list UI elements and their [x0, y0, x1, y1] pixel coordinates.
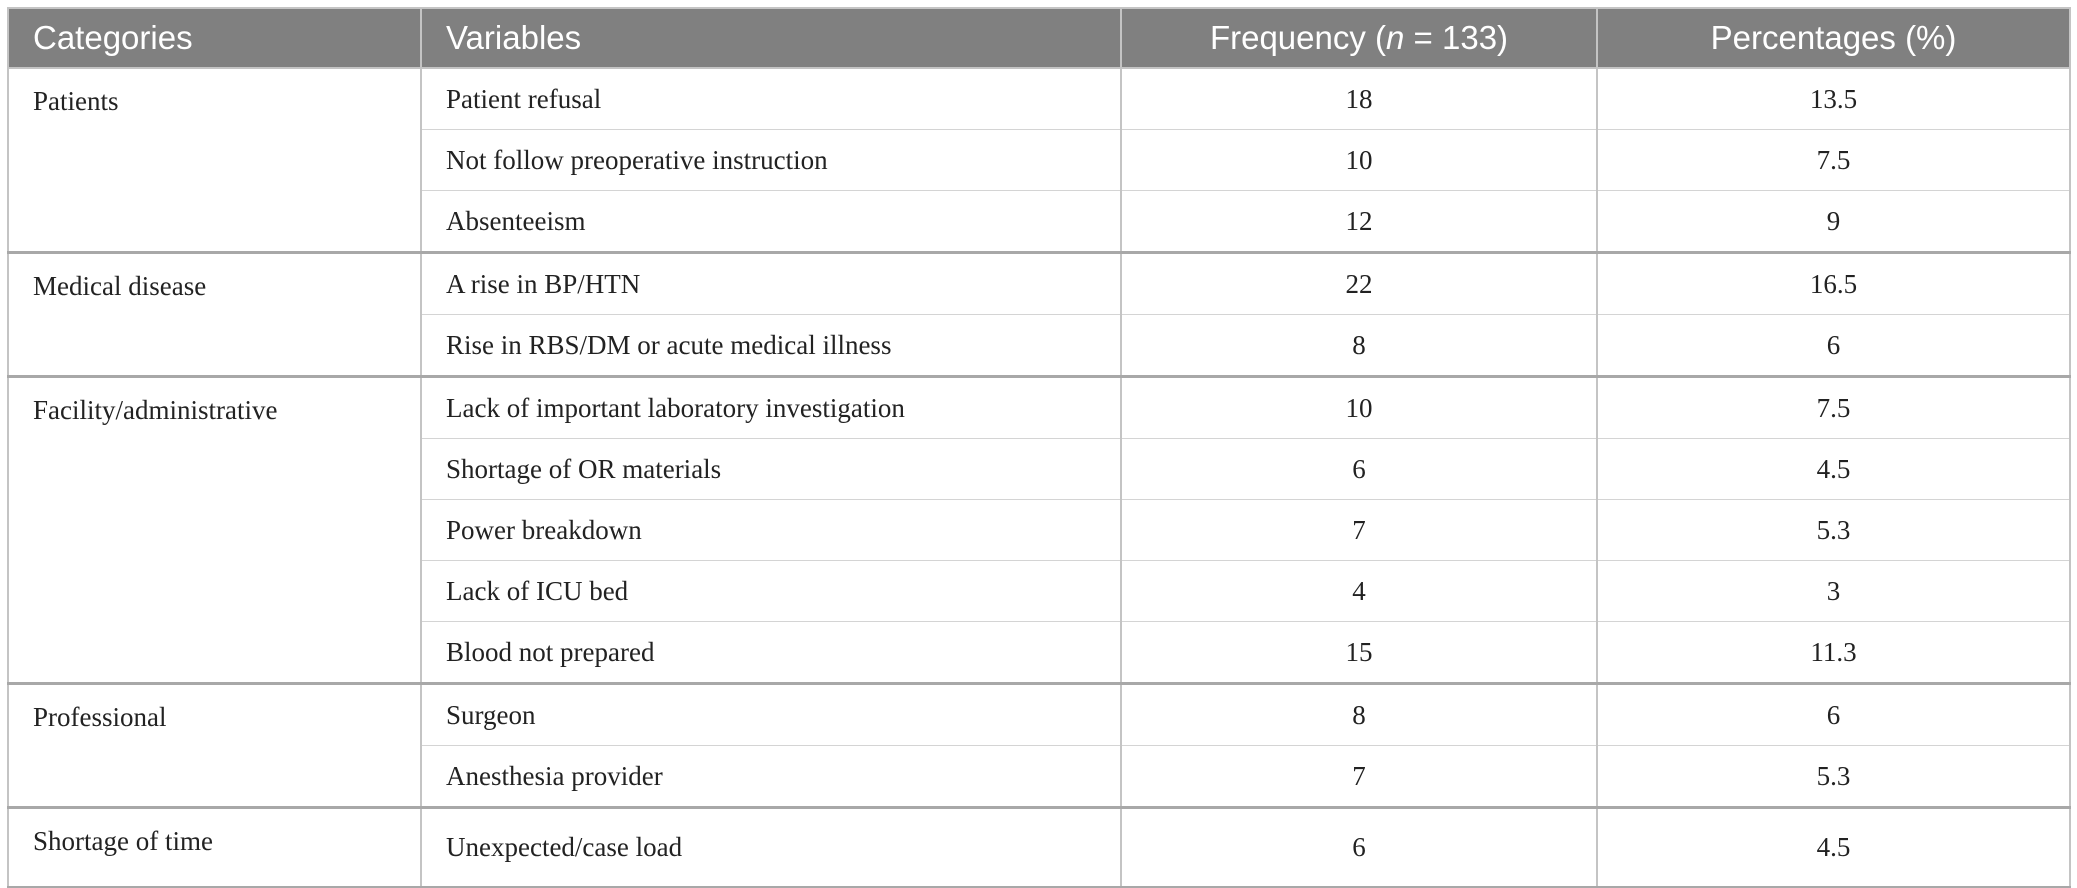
percentage-cell: 7.5	[1597, 377, 2070, 439]
percentage-cell: 5.3	[1597, 500, 2070, 561]
table-row	[8, 808, 2070, 888]
frequency-cell: 10	[1121, 377, 1597, 439]
variable-cell: Blood not prepared	[421, 622, 1121, 684]
variable-cell: Anesthesia provider	[421, 746, 1121, 808]
frequency-cell: 6	[1121, 808, 1597, 888]
percentage-cell: 6	[1597, 315, 2070, 377]
percentage-cell: 3	[1597, 561, 2070, 622]
category-cell: Professional	[8, 684, 421, 808]
percentage-cell: 4.5	[1597, 439, 2070, 500]
frequency-cell: 12	[1121, 191, 1597, 253]
variable-cell: Absenteeism	[421, 191, 1121, 253]
variable-cell: Lack of ICU bed	[421, 561, 1121, 622]
category-cell: Facility/administrative	[8, 377, 421, 684]
percentage-cell: 16.5	[1597, 253, 2070, 315]
frequency-cell: 18	[1121, 68, 1597, 130]
header-frequency	[1121, 8, 1597, 68]
table-header	[8, 8, 2070, 68]
percentage-cell: 6	[1597, 684, 2070, 746]
variable-cell: Unexpected/case load	[421, 808, 1121, 888]
percentage-cell: 4.5	[1597, 808, 2070, 888]
variable-cell: Patient refusal	[421, 68, 1121, 130]
variable-cell: Rise in RBS/DM or acute medical illness	[421, 315, 1121, 377]
header-frequency-n: n	[1386, 19, 1405, 56]
header-frequency-suffix: = 133)	[1404, 19, 1509, 56]
variable-cell: A rise in BP/HTN	[421, 253, 1121, 315]
table-body	[8, 68, 2070, 887]
frequency-cell: 7	[1121, 746, 1597, 808]
header-percentages: Percentages (%)	[1597, 8, 2070, 68]
percentage-cell: 13.5	[1597, 68, 2070, 130]
percentage-cell: 7.5	[1597, 130, 2070, 191]
frequency-cell: 8	[1121, 315, 1597, 377]
category-cell: Medical disease	[8, 253, 421, 377]
table-row	[8, 68, 2070, 130]
frequency-cell: 4	[1121, 561, 1597, 622]
variable-cell: Not follow preoperative instruction	[421, 130, 1121, 191]
frequency-cell: 7	[1121, 500, 1597, 561]
table-row	[8, 253, 2070, 315]
frequency-cell: 15	[1121, 622, 1597, 684]
frequency-cell: 6	[1121, 439, 1597, 500]
frequency-cell: 22	[1121, 253, 1597, 315]
variable-cell: Shortage of OR materials	[421, 439, 1121, 500]
variable-cell: Surgeon	[421, 684, 1121, 746]
percentage-cell: 11.3	[1597, 622, 2070, 684]
table-row	[8, 377, 2070, 439]
variable-cell: Power breakdown	[421, 500, 1121, 561]
frequency-cell: 10	[1121, 130, 1597, 191]
cancellation-causes-table	[7, 7, 2071, 888]
header-frequency-prefix: Frequency (	[1209, 19, 1387, 56]
percentage-cell: 9	[1597, 191, 2070, 253]
frequency-cell: 8	[1121, 684, 1597, 746]
header-row	[8, 8, 2070, 68]
category-cell: Shortage of time	[8, 808, 421, 888]
table-container	[7, 7, 2069, 888]
percentage-cell: 5.3	[1597, 746, 2070, 808]
header-categories: Categories	[8, 8, 421, 68]
header-variables: Variables	[421, 8, 1121, 68]
category-cell: Patients	[8, 68, 421, 253]
variable-cell: Lack of important laboratory investigation	[421, 377, 1121, 439]
table-row	[8, 684, 2070, 746]
